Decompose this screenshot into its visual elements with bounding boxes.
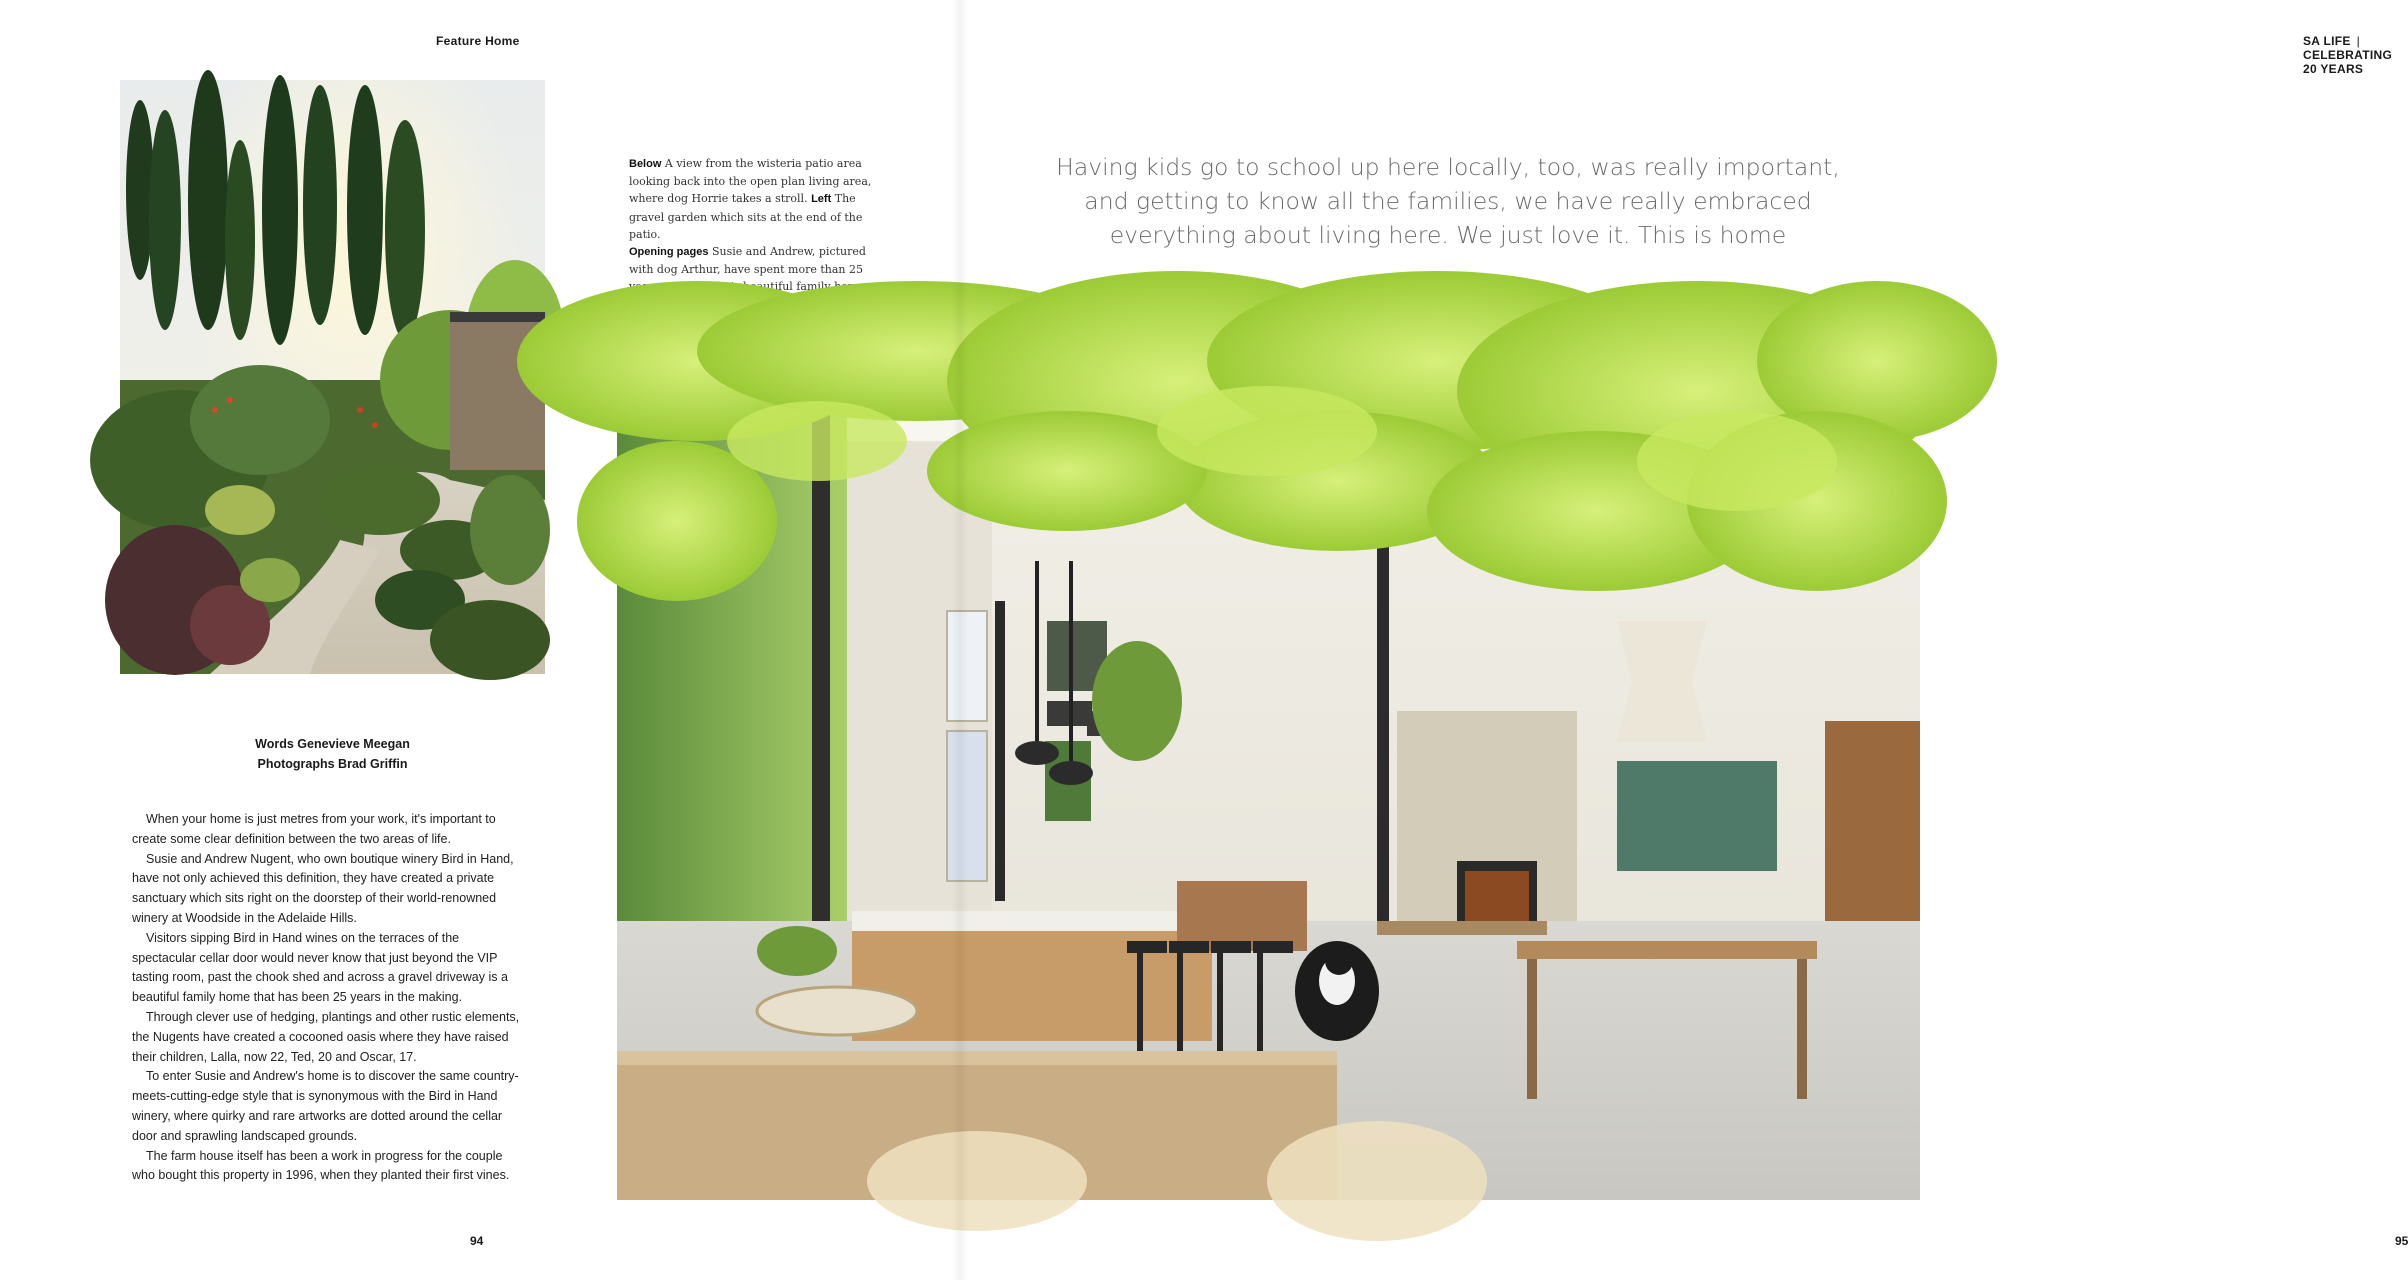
page-number-right: 95 [2395,1234,2408,1248]
interior-illustration [617,321,1920,1200]
garden-illustration [120,80,545,674]
body-paragraph: The farm house itself has been a work in progress for the couple who bought this property in 1996, when they planted their first vines. [132,1148,510,1183]
caption-left-text: The gravel garden which sits at the end of the patio. [629,192,863,241]
body-paragraph: Through clever use of hedging, plantings and other rustic elements, the Nugents have created a cocooned oasis where they have raised their children, Lalla, now 22, Ted, 20 and Oscar, 17. [132,1009,520,1064]
credits [120,734,545,774]
interior-photo [617,321,1920,1200]
brand-tagline: CELEBRATING 20 YEARS [2303,48,2393,76]
body-paragraph: Susie and Andrew Nugent, who own boutique winery Bird in Hand, have not only achieved this definition, they have created a private sanctuary which sits right on the doorstep of their world-renowned winery at Woodside in the Adelaide Hills. [132,851,514,925]
running-head-brand [2303,34,2392,76]
page-number-left: 94 [470,1234,484,1248]
body-paragraph: When your home is just metres from your work, it's important to create some clear definition between the two areas of life. [132,812,496,846]
pull-quote: Having kids go to school up here locally, too, was really important, and getting to know all the families, we have really embraced everything about living here. We just love it. This is home [1056,153,1840,249]
running-head-section: Feature Home [436,34,520,48]
photographs-credit: Photographs Brad Griffin [257,757,408,771]
brand-name: SA LIFE [2303,34,2351,48]
head-separator: | [2356,34,2361,48]
article-body [132,810,524,1186]
garden-photo [120,80,545,674]
caption-opening-text: Susie and Andrew, pictured with dog Arthur, have spent more than 25 beautiful family [629,245,866,294]
spread-gutter [952,0,968,1280]
body-paragraph: Visitors sipping Bird in Hand wines on the terraces of the spectacular cellar door would never know that just beyond the VIP tasting room, past the chook shed and across a gravel driveway is a beautiful family home that has been 25 years in the making. [132,930,508,1005]
body-paragraph: To enter Susie and Andrew's home is to discover the same country-meets-cutting-edge style that is synonymous with the Bird in Hand winery, where quirky and rare artworks are dotted around the cellar door and sprawling landscaped grounds. [132,1069,519,1143]
caption-below-text: A view from the wisteria patio area looking back into the open plan living area, where dog Horrie takes a stroll. [629,157,872,206]
caption-left-label: Left [811,193,832,206]
caption-opening-label: Opening pages [629,246,709,259]
caption-below-label: Below [629,158,662,170]
words-credit: Words Genevieve Meegan [255,737,410,751]
